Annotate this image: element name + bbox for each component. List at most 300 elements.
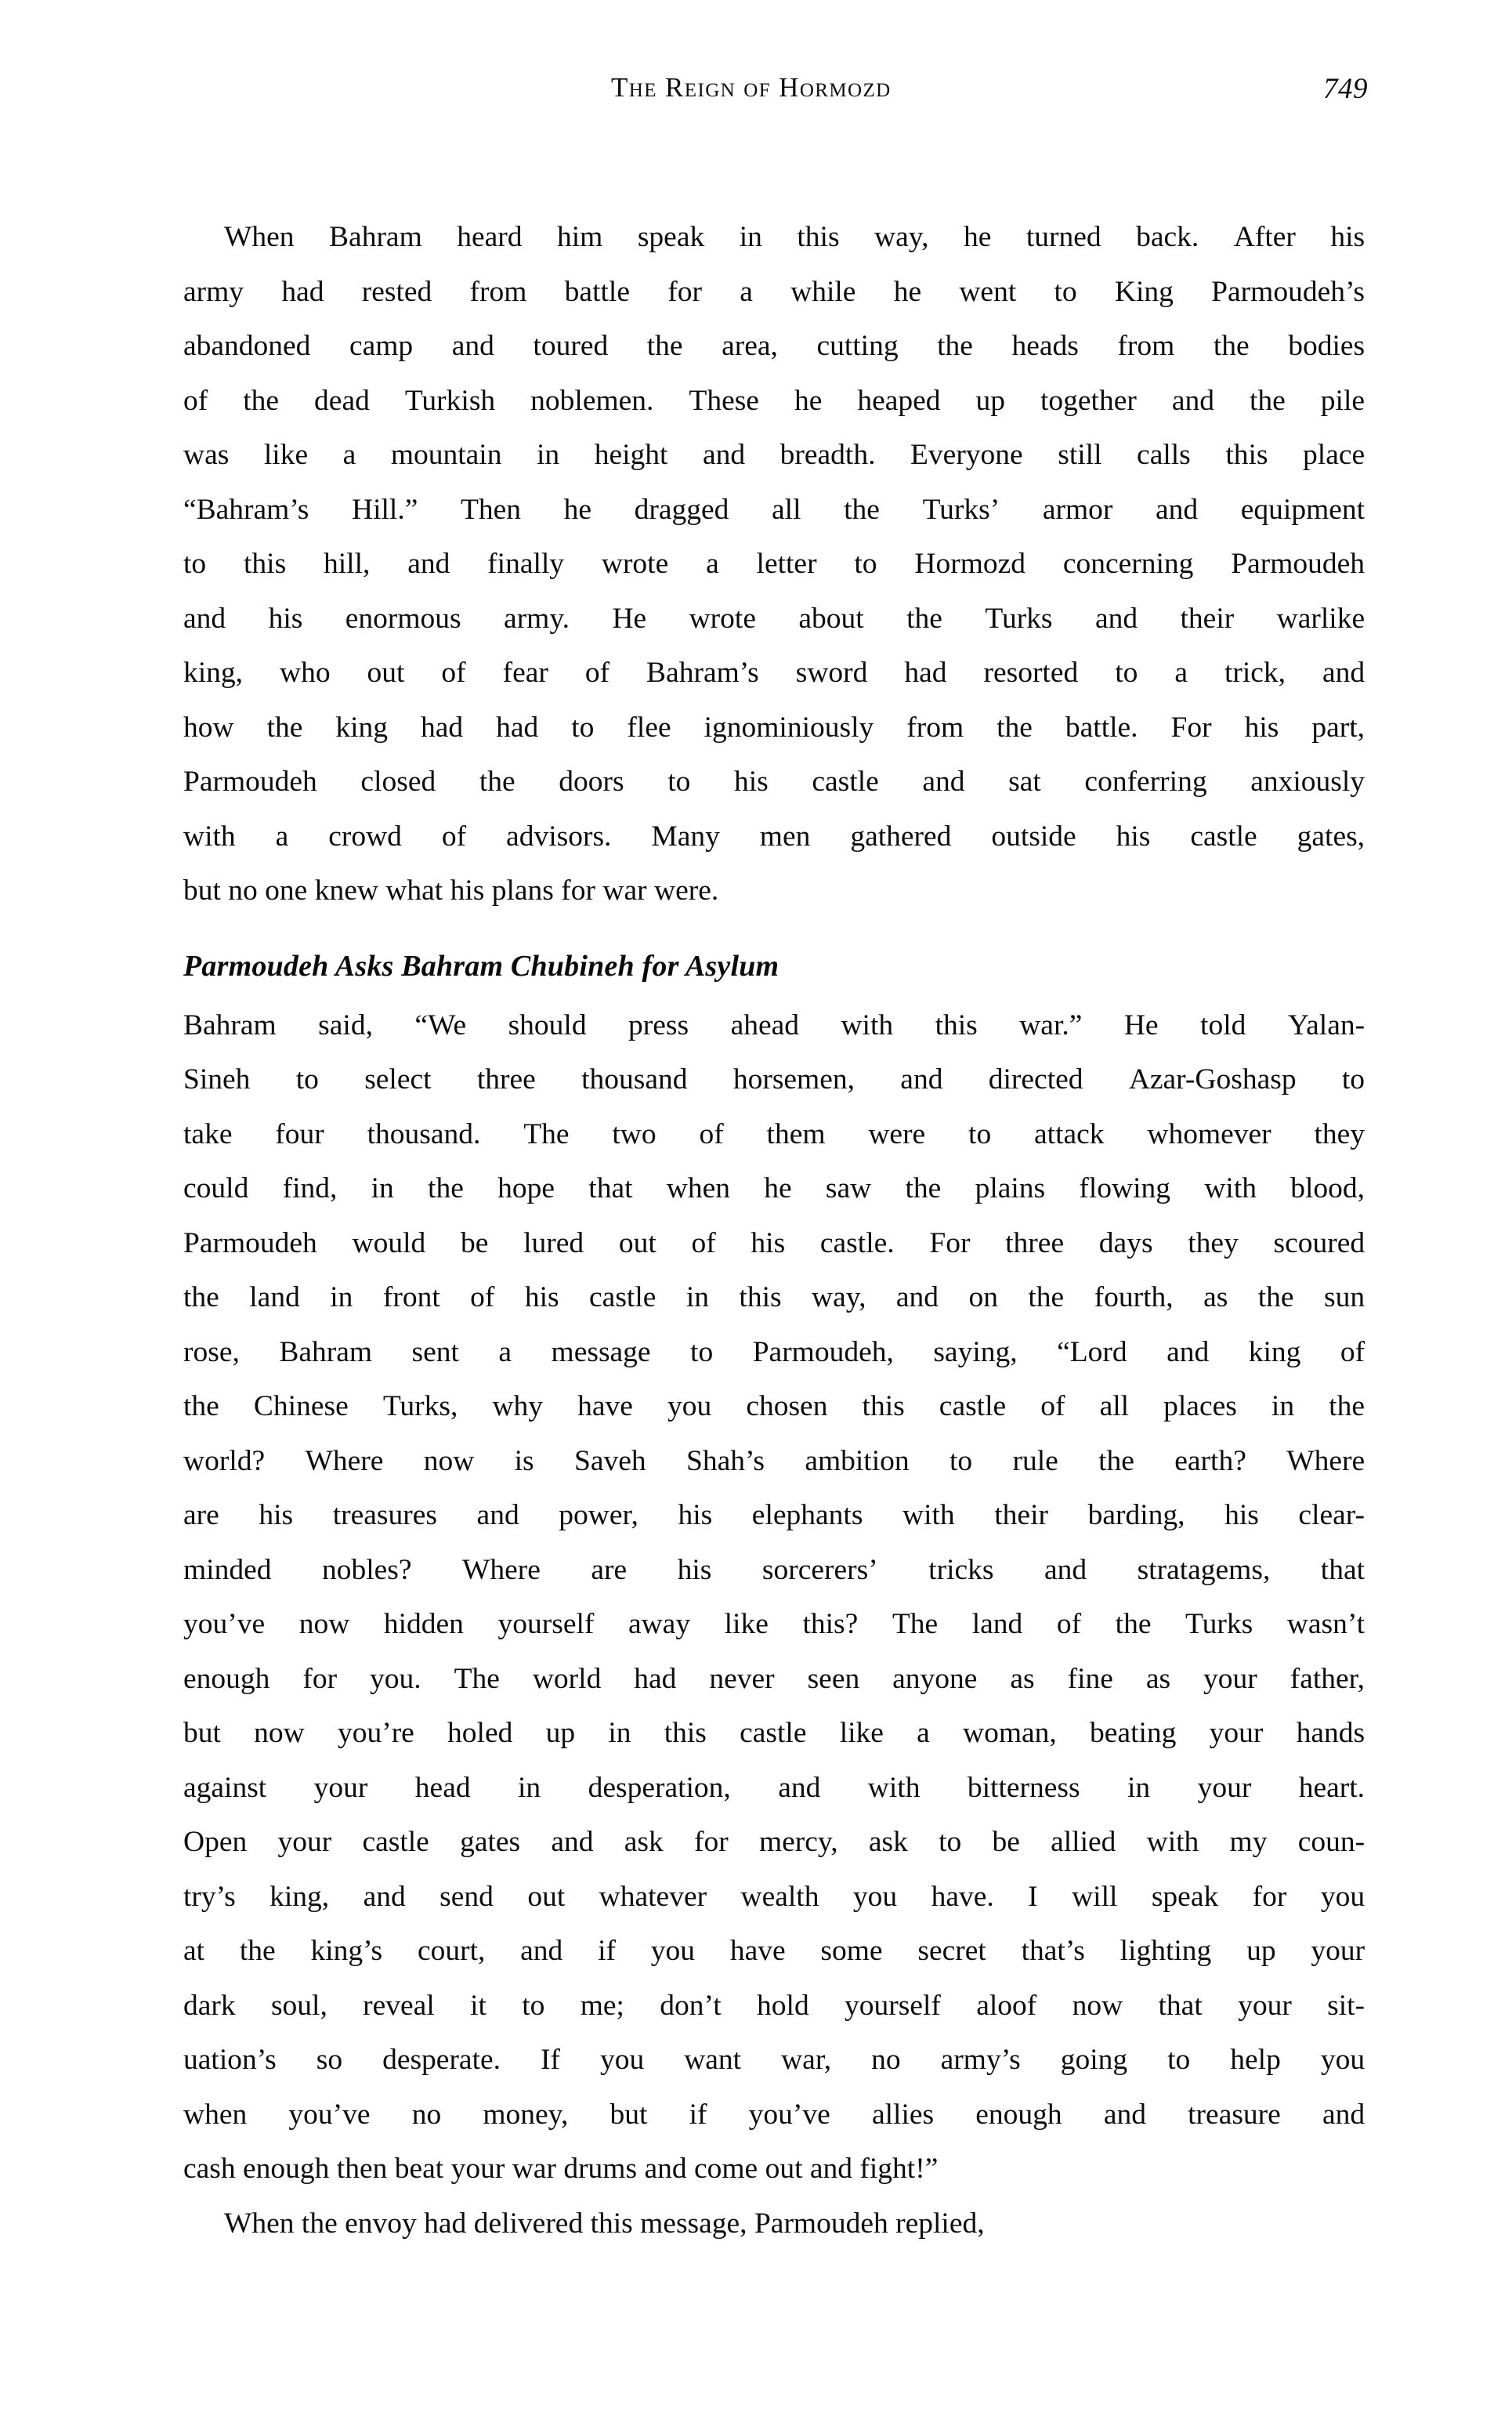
word: gates,	[1297, 820, 1366, 853]
word: “We	[414, 1009, 467, 1041]
word: when	[183, 2098, 248, 2131]
word: Parmoudeh’s	[1211, 275, 1365, 308]
text-line	[183, 2033, 1365, 2088]
word: of	[699, 1117, 724, 1150]
word: place	[1303, 439, 1366, 471]
word: and	[1103, 2098, 1146, 2131]
word: armor	[1042, 493, 1113, 526]
word: and	[476, 1499, 519, 1531]
word: still	[1058, 439, 1102, 471]
word: These	[689, 384, 759, 417]
word: press	[628, 1009, 689, 1041]
word: war	[602, 875, 647, 907]
word: stratagems,	[1137, 1553, 1271, 1586]
word: and	[900, 1063, 943, 1096]
word: chosen	[746, 1390, 828, 1422]
word: his	[751, 1226, 786, 1259]
word: this?	[802, 1608, 859, 1640]
word: his	[450, 875, 485, 907]
word: fine	[1067, 1662, 1113, 1695]
running-head	[183, 72, 1368, 116]
word: now	[298, 1608, 350, 1640]
word: seen	[807, 1662, 860, 1695]
word: days	[1098, 1226, 1153, 1259]
word: beating	[1090, 1717, 1177, 1749]
text-line	[183, 1107, 1365, 1162]
word: and	[1171, 384, 1214, 417]
word: front	[382, 1281, 440, 1313]
word: Parmoudeh,	[752, 1335, 894, 1368]
word: way,	[874, 221, 929, 253]
word: castle	[740, 1717, 807, 1749]
word: clear-	[1298, 1499, 1365, 1531]
word: Parmoudeh	[1231, 548, 1366, 580]
word: in	[518, 1771, 541, 1804]
word: hold	[757, 1989, 809, 2022]
word: he	[794, 384, 823, 417]
word: the	[905, 1172, 942, 1204]
word: heard	[457, 221, 523, 253]
word: “Lord	[1057, 1335, 1127, 1368]
word: will	[1072, 1880, 1118, 1913]
word: mercy,	[758, 1826, 838, 1858]
word: to	[1341, 1063, 1366, 1096]
word: out	[765, 2153, 803, 2185]
word: and	[895, 1281, 939, 1313]
word: rule	[1012, 1444, 1058, 1477]
word: select	[364, 1063, 432, 1096]
word: world	[532, 1662, 602, 1695]
word: your	[313, 1771, 368, 1804]
word: ask	[868, 1826, 908, 1858]
word: men	[759, 820, 811, 853]
word: but	[183, 1717, 221, 1749]
word: to	[571, 711, 595, 744]
word: heads	[1011, 330, 1079, 362]
paragraph-asylum	[183, 998, 1365, 2197]
word: enough	[183, 1662, 270, 1695]
word: army’s	[940, 2044, 1021, 2076]
word: earth?	[1174, 1444, 1246, 1477]
text-line	[183, 483, 1365, 538]
paragraph-envoy-reply	[183, 2197, 1365, 2251]
word: Turkish	[404, 384, 496, 417]
word: plans	[491, 875, 554, 907]
word: your	[277, 1826, 332, 1858]
word: king,	[183, 657, 244, 689]
word: out	[527, 1880, 566, 1913]
word: of	[691, 1226, 716, 1259]
word: and	[451, 330, 494, 362]
word: barding,	[1087, 1499, 1185, 1531]
word: to	[667, 766, 691, 798]
word: Turks	[985, 602, 1053, 635]
text-line	[183, 537, 1365, 592]
word: breadth.	[780, 439, 876, 471]
word: but	[183, 875, 221, 907]
word: Turks	[1185, 1608, 1253, 1640]
word: their	[994, 1499, 1048, 1531]
word: with	[867, 1771, 921, 1804]
word: told	[1200, 1009, 1246, 1041]
word: the	[997, 711, 1033, 744]
word: money,	[483, 2098, 569, 2131]
word: at	[183, 1935, 205, 1967]
word: but	[610, 2098, 648, 2131]
word: said,	[318, 1009, 373, 1041]
word: fight!”	[859, 2153, 939, 2185]
word: against	[183, 1771, 267, 1804]
word: sat	[1008, 766, 1041, 798]
word: the	[243, 384, 280, 417]
word: a	[1174, 657, 1188, 689]
word: his	[259, 1499, 294, 1531]
word: if	[689, 2098, 707, 2131]
word: had	[496, 711, 539, 744]
word: Many	[651, 820, 720, 853]
word: Shah’s	[685, 1444, 765, 1477]
word: cash	[183, 2153, 236, 2185]
word: back.	[1136, 221, 1199, 253]
word: lighting	[1120, 1935, 1212, 1967]
word: going	[1060, 2044, 1128, 2076]
word: his	[677, 1553, 712, 1586]
text-line	[183, 998, 1365, 1053]
word: scoured	[1273, 1226, 1366, 1259]
word: He	[1123, 1009, 1159, 1041]
word: now	[254, 1717, 305, 1749]
word: in	[371, 1172, 394, 1204]
word: and	[520, 1935, 563, 1967]
word: their	[1180, 602, 1235, 635]
word: yourself	[497, 1608, 595, 1640]
word: him	[557, 221, 603, 253]
word: minded	[183, 1553, 272, 1586]
word: castle	[362, 1826, 429, 1858]
word: the	[428, 1172, 464, 1204]
word: a	[917, 1717, 930, 1749]
word: some	[820, 1935, 883, 1967]
word: message	[551, 1335, 651, 1368]
word: land	[971, 1608, 1023, 1640]
word: would	[352, 1226, 426, 1259]
word: four	[275, 1117, 324, 1150]
word: you	[1320, 1880, 1366, 1913]
word: they	[1314, 1117, 1366, 1150]
text-line	[183, 701, 1365, 755]
word: The	[454, 1662, 500, 1695]
word: from	[906, 711, 964, 744]
word: all	[1099, 1390, 1130, 1422]
word: you	[852, 1880, 898, 1913]
word: together	[1040, 384, 1137, 417]
word: abandoned	[183, 330, 311, 362]
word: from	[469, 275, 527, 308]
word: castle	[1190, 820, 1257, 853]
word: in	[685, 1281, 709, 1313]
word: woman,	[963, 1717, 1057, 1749]
text-line	[183, 1706, 1365, 1761]
word: who	[280, 657, 331, 689]
word: this	[935, 1009, 978, 1041]
word: he	[963, 221, 992, 253]
text-line	[183, 592, 1365, 646]
word: blood,	[1290, 1172, 1366, 1204]
word: about	[798, 602, 864, 635]
word: Then	[460, 493, 522, 526]
word: one	[265, 875, 308, 907]
word: had	[904, 657, 947, 689]
word: king	[1248, 1335, 1301, 1368]
word: bitterness	[967, 1771, 1080, 1804]
word: beat	[394, 2153, 444, 2185]
section-heading: Parmoudeh Asks Bahram Chubineh for Asylum	[183, 949, 780, 983]
word: rested	[361, 275, 432, 308]
word: warlike	[1276, 602, 1366, 635]
word: of	[1040, 1390, 1065, 1422]
word: castle.	[819, 1226, 895, 1259]
word: thousand	[581, 1063, 688, 1096]
word: the	[1329, 1390, 1365, 1422]
word: then	[336, 2153, 388, 2185]
word: doors	[559, 766, 624, 798]
word: that	[588, 1172, 633, 1204]
word: sorcerers’	[761, 1553, 878, 1586]
word: and	[809, 2153, 853, 2185]
text-line	[183, 1543, 1365, 1598]
text-line	[183, 2088, 1365, 2142]
word: he	[893, 275, 922, 308]
word: a	[706, 548, 719, 580]
word: trick,	[1224, 657, 1286, 689]
word: Open	[183, 1826, 248, 1858]
text-line	[183, 1488, 1365, 1543]
word: with	[1146, 1826, 1199, 1858]
word: now	[1072, 1989, 1123, 2022]
word: his	[1116, 820, 1151, 853]
word: For	[929, 1226, 971, 1259]
word: plains	[975, 1172, 1046, 1204]
word: wrote	[689, 602, 756, 635]
word: saying,	[933, 1335, 1018, 1368]
word: this	[243, 548, 287, 580]
word: the	[937, 330, 973, 362]
word: and	[1167, 1335, 1210, 1368]
text-line	[183, 1815, 1365, 1870]
word: in	[608, 1717, 631, 1749]
word: the	[1249, 384, 1286, 417]
word: the	[646, 330, 683, 362]
word: and	[778, 1771, 821, 1804]
text-line	[183, 1216, 1365, 1271]
word: this	[664, 1717, 707, 1749]
word: out	[367, 657, 405, 689]
word: finally	[487, 548, 565, 580]
word: camp	[349, 330, 414, 362]
text-line	[183, 374, 1365, 429]
word: what	[385, 875, 443, 907]
word: and	[1044, 1553, 1087, 1586]
word: the	[1213, 330, 1250, 362]
word: his	[1244, 711, 1279, 744]
word: his	[524, 1281, 559, 1313]
word: directed	[988, 1063, 1083, 1096]
word: nobles?	[321, 1553, 412, 1586]
word: you’re	[337, 1717, 414, 1749]
word: dead	[314, 384, 370, 417]
word: attack	[1034, 1117, 1105, 1150]
text-line	[183, 1325, 1365, 1380]
word: his	[734, 766, 769, 798]
word: Where	[305, 1444, 384, 1477]
text-line	[183, 1870, 1365, 1925]
word: Parmoudeh	[183, 1226, 317, 1259]
word: and	[363, 1880, 406, 1913]
word: had	[421, 711, 464, 744]
word: to	[949, 1444, 973, 1477]
word: and	[702, 439, 746, 471]
word: whomever	[1147, 1117, 1271, 1150]
word: ahead	[730, 1009, 799, 1041]
word: he	[563, 493, 592, 526]
word: After	[1233, 221, 1296, 253]
word: this	[590, 2207, 633, 2240]
word: no	[871, 2044, 901, 2076]
word: never	[709, 1662, 775, 1695]
word: tricks	[928, 1553, 994, 1586]
word: from	[1117, 330, 1175, 362]
word: holed	[447, 1717, 513, 1749]
word: ask	[624, 1826, 664, 1858]
word: wrote	[601, 548, 669, 580]
word: Sineh	[183, 1063, 251, 1096]
word: Azar-Goshasp	[1128, 1063, 1297, 1096]
word: equipment	[1240, 493, 1366, 526]
word: flee	[627, 711, 671, 744]
word: Where	[461, 1553, 541, 1586]
word: of	[470, 1281, 495, 1313]
word: your	[1311, 1935, 1366, 1967]
word: while	[790, 275, 856, 308]
word: of	[1340, 1335, 1366, 1368]
text-line	[183, 265, 1365, 320]
word: battle.	[1065, 711, 1138, 744]
word: his	[678, 1499, 713, 1531]
word: your	[450, 2153, 505, 2185]
word: on	[968, 1281, 998, 1313]
word: this	[739, 1281, 782, 1313]
word: had	[424, 2207, 467, 2240]
word: and	[644, 2153, 687, 2185]
word: your	[1197, 1771, 1252, 1804]
word: in	[537, 439, 560, 471]
word: Where	[1286, 1444, 1366, 1477]
word: to	[522, 1989, 545, 2022]
word: three	[1005, 1226, 1065, 1259]
word: coun-	[1297, 1826, 1366, 1858]
word: you’ve	[183, 1608, 266, 1640]
word: for	[1252, 1880, 1287, 1913]
word: wasn’t	[1286, 1608, 1366, 1640]
word: and	[551, 1826, 594, 1858]
word: closed	[360, 766, 436, 798]
text-block	[183, 210, 1365, 2251]
word: a	[498, 1335, 512, 1368]
word: flowing	[1079, 1172, 1171, 1204]
text-line	[183, 1979, 1365, 2034]
word: hands	[1296, 1717, 1366, 1749]
word: When	[224, 2207, 295, 2240]
word: mountain	[390, 439, 502, 471]
word: rose,	[183, 1335, 240, 1368]
word: desperate.	[382, 2044, 501, 2076]
word: send	[439, 1880, 494, 1913]
word: he	[764, 1172, 792, 1204]
word: allied	[1051, 1826, 1116, 1858]
text-line	[183, 755, 1365, 809]
word: have	[729, 1935, 786, 1967]
word: speak	[1151, 1880, 1219, 1913]
word: concerning	[1062, 548, 1194, 580]
word: sword	[795, 657, 868, 689]
word: to	[968, 1117, 992, 1150]
word: hill,	[323, 548, 371, 580]
word: crowd	[328, 820, 402, 853]
word: the	[183, 1390, 219, 1422]
word: are	[591, 1553, 628, 1586]
word: Yalan-	[1287, 1009, 1366, 1041]
word: uation’s	[183, 2044, 277, 2076]
paragraph-bahram-returns	[183, 210, 1365, 918]
word: father,	[1290, 1662, 1366, 1695]
word: Hill.”	[351, 493, 418, 526]
word: court,	[417, 1935, 486, 1967]
word: outside	[991, 820, 1076, 853]
word: be	[460, 1226, 489, 1259]
word: king,	[269, 1880, 330, 1913]
word: you.	[370, 1662, 421, 1695]
word: so	[316, 2044, 343, 2076]
word: aloof	[976, 1989, 1037, 2022]
word: Chinese	[253, 1390, 349, 1422]
text-line	[183, 2142, 1365, 2197]
word: the	[239, 1935, 276, 1967]
word: my	[1229, 1826, 1268, 1858]
word: away	[628, 1608, 691, 1640]
word: you’ve	[748, 2098, 830, 2131]
word: went	[959, 275, 1017, 308]
word: dragged	[634, 493, 729, 526]
word: I	[1028, 1880, 1038, 1913]
word: in	[1271, 1390, 1295, 1422]
word: his	[1330, 221, 1366, 253]
word: the	[844, 493, 880, 526]
word: that’s	[1021, 1935, 1085, 1967]
word: to	[854, 548, 877, 580]
word: for	[667, 275, 702, 308]
word: war	[512, 2153, 556, 2185]
word: He	[612, 602, 647, 635]
word: as	[1145, 1662, 1171, 1695]
word: as	[1010, 1662, 1035, 1695]
word: resorted	[983, 657, 1079, 689]
word: castle	[939, 1390, 1007, 1422]
word: in	[1127, 1771, 1151, 1804]
word: don’t	[660, 1989, 722, 2022]
word: If	[541, 2044, 560, 2076]
word: castle	[812, 766, 879, 798]
text-line	[183, 2197, 1365, 2251]
